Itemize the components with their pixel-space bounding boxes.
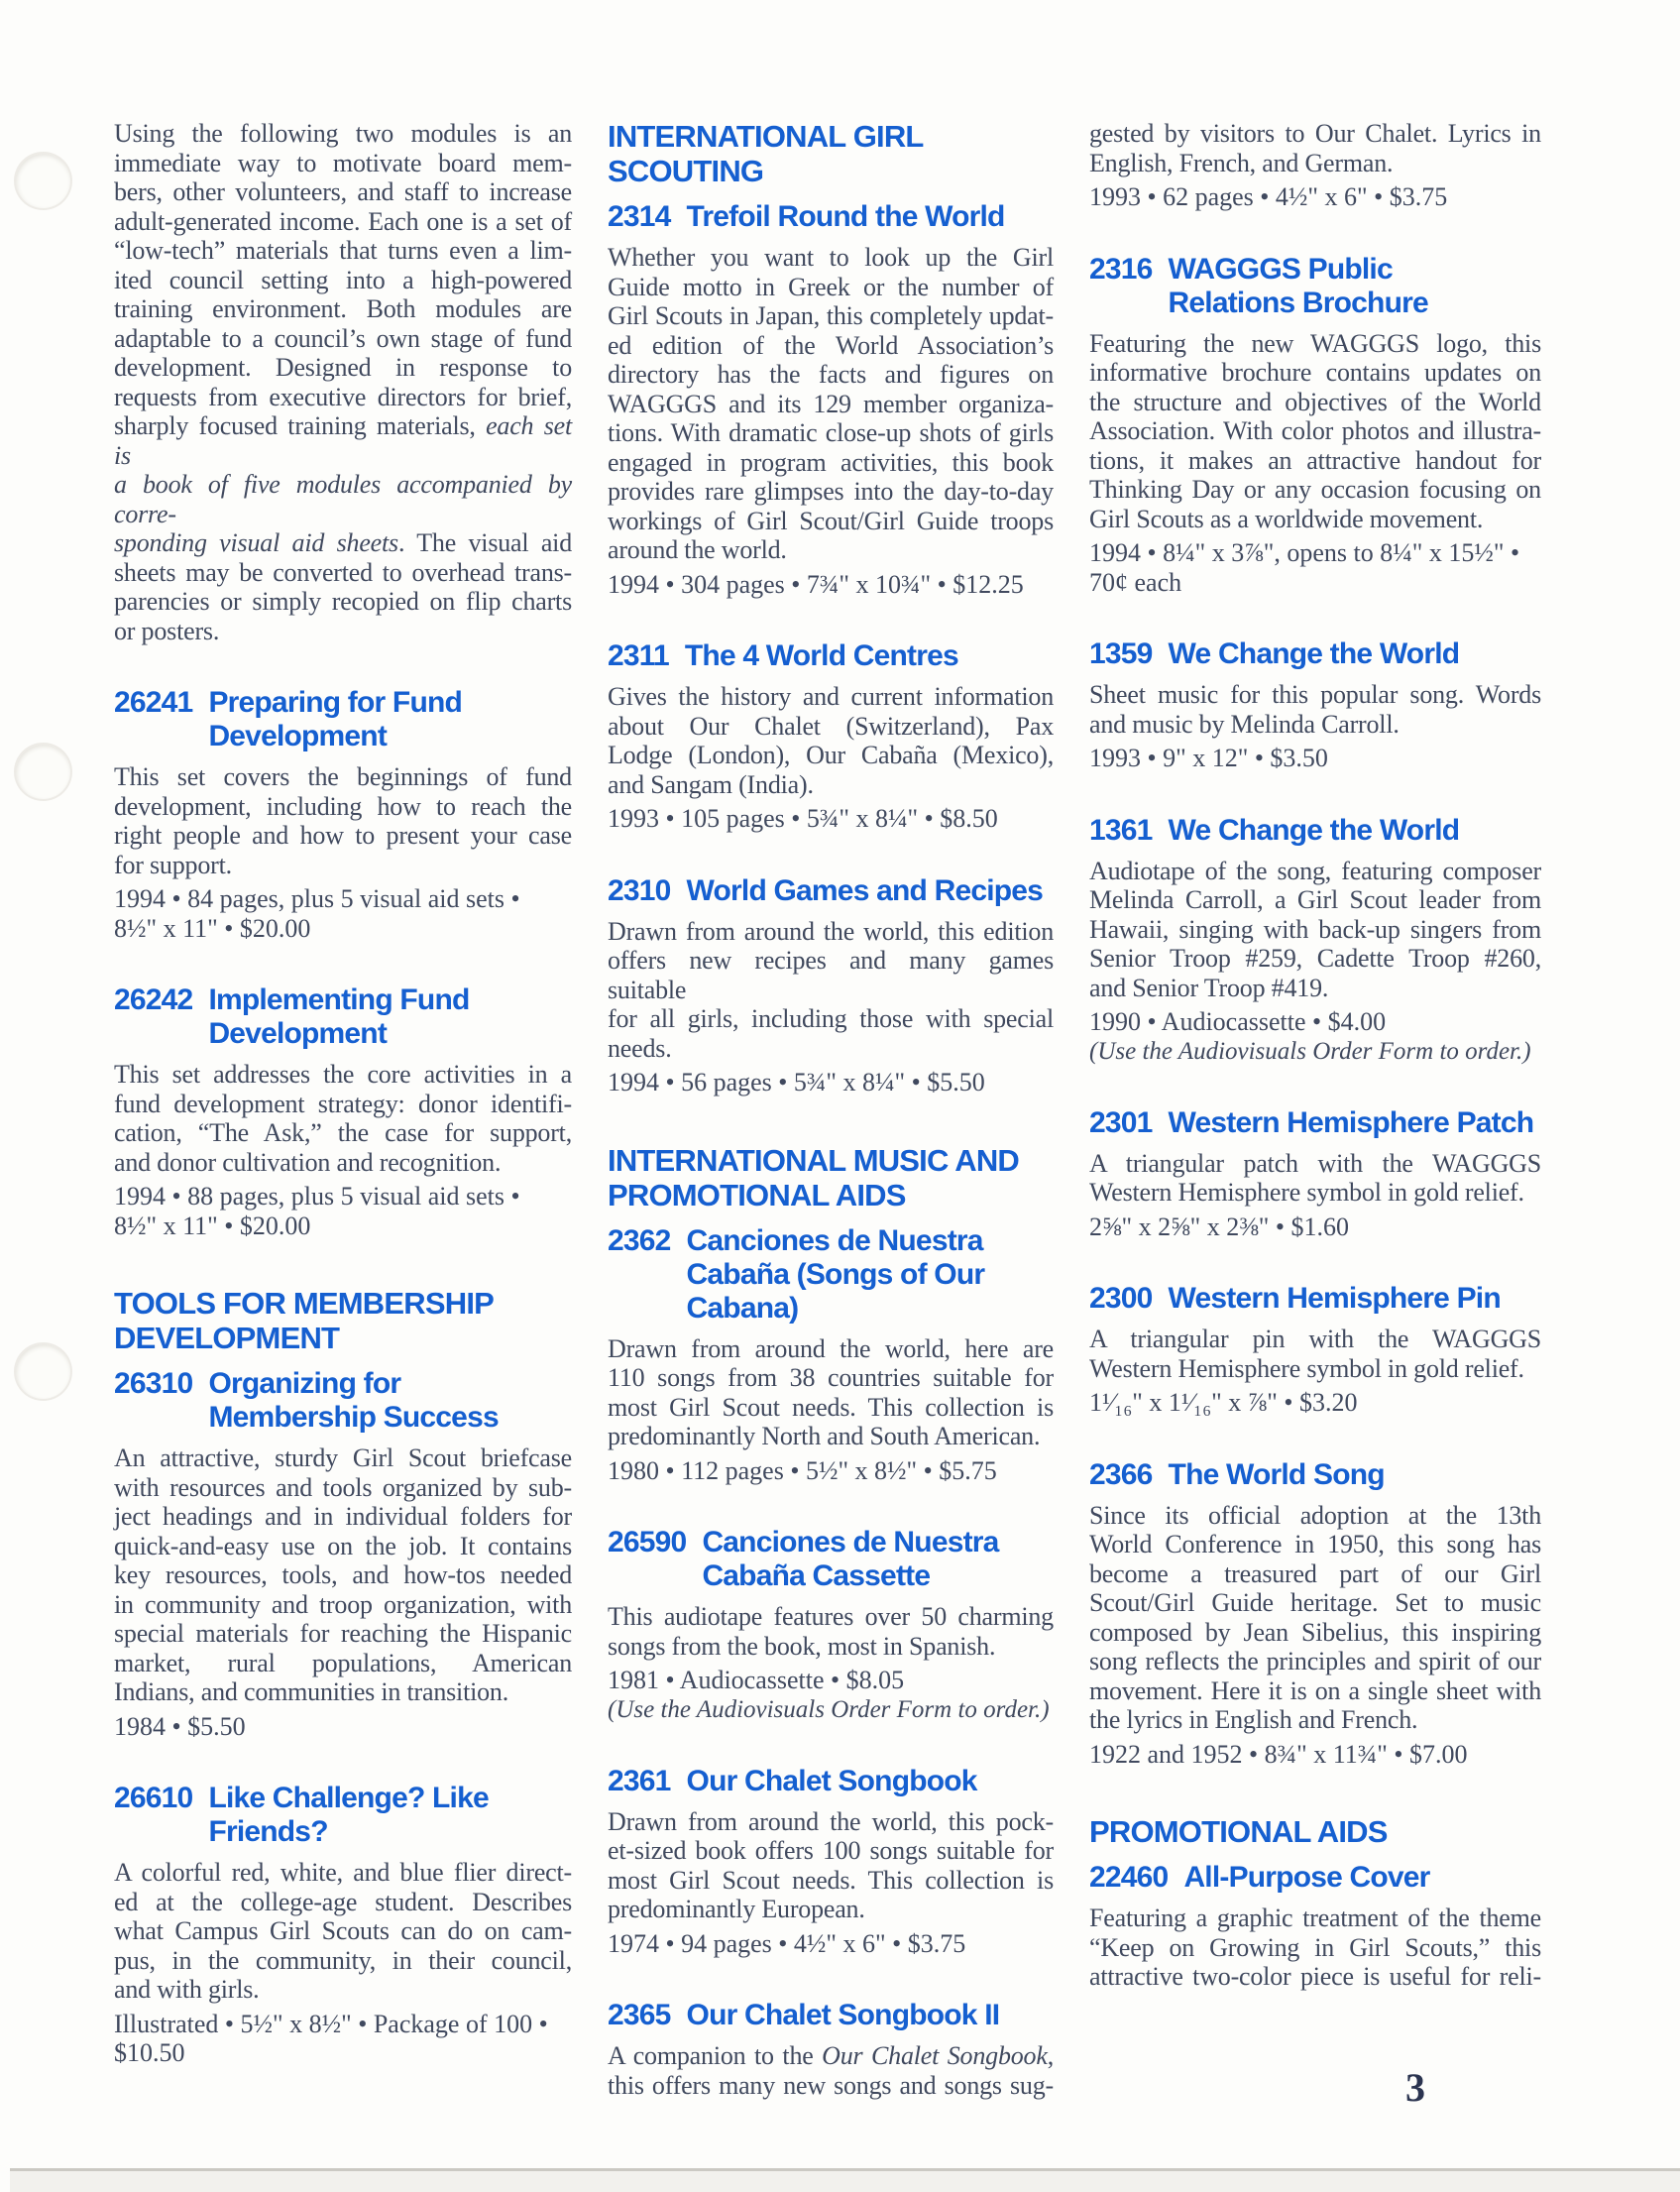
item-title-line: Development xyxy=(208,1017,388,1050)
item-title-line: Preparing for Fund xyxy=(208,686,463,719)
catalog-item-26610 xyxy=(114,1782,572,2068)
text-line: for all girls, including those with special xyxy=(608,1004,1054,1033)
item-title xyxy=(1183,1861,1429,1895)
item-specs xyxy=(608,804,1054,834)
section-heading-line: PROMOTIONAL AIDS xyxy=(1089,1814,1388,1849)
item-heading xyxy=(1089,1861,1541,1895)
text-line: A companion to the Our Chalet Songbook, xyxy=(608,2041,1055,2070)
item-description xyxy=(114,1858,572,2005)
item-code: 2365 xyxy=(608,1999,671,2031)
spec-line: 1974 • 94 pages • 4½" x 6" • $3.75 xyxy=(608,1928,966,1958)
catalog-item-2314 xyxy=(608,200,1054,599)
spec-line: 1994 • 56 pages • 5¾" x 8¼" • $5.50 xyxy=(608,1068,985,1096)
item-title xyxy=(687,200,1005,234)
catalog-item-2365 xyxy=(608,1999,1054,2100)
item-heading xyxy=(608,1526,1054,1593)
item-title-line: Trefoil Round the World xyxy=(686,200,1005,233)
spec-line: 8½" x 11" • $20.00 xyxy=(114,913,311,943)
catalog-item-2311 xyxy=(608,639,1054,834)
item-heading xyxy=(608,1765,1054,1798)
text-line: composed by Jean Sibelius, this inspiring xyxy=(1089,1617,1541,1647)
column-1 xyxy=(114,119,572,2100)
text-line: market, rural populations, American xyxy=(114,1648,572,1677)
item-specs xyxy=(608,1666,1054,1695)
item-heading xyxy=(114,1782,572,1849)
item-title-line: Implementing Fund xyxy=(208,983,470,1016)
item-description xyxy=(608,2041,1054,2100)
text-line: the lyrics in English and French. xyxy=(1089,1705,1418,1734)
text-line: ed at the college-age student. Describes xyxy=(114,1887,572,1916)
item-title-line: We Change the World xyxy=(1168,637,1460,670)
text-line: needs. xyxy=(608,1033,672,1063)
item-code: 2366 xyxy=(1089,1457,1153,1491)
section-heading xyxy=(1089,1814,1541,1849)
item-code: 1361 xyxy=(1089,813,1153,847)
item-heading xyxy=(1089,1282,1541,1316)
item-specs xyxy=(1089,744,1541,773)
text-line: Using the following two modules is an xyxy=(114,119,572,148)
punch-hole xyxy=(16,745,70,799)
punch-hole xyxy=(16,1344,70,1399)
continued-paragraph xyxy=(1089,119,1541,177)
item-specs xyxy=(114,884,572,943)
text-line: parencies or simply recopied on flip charts xyxy=(114,587,572,616)
item-description xyxy=(1089,857,1541,1003)
item-title-line: The World Song xyxy=(1168,1457,1385,1491)
text-line: Drawn from around the world, this pock- xyxy=(608,1806,1054,1836)
text-line: directory has the facts and figures on xyxy=(608,360,1054,389)
item-title xyxy=(1169,637,1460,671)
item-description xyxy=(608,243,1054,565)
item-title xyxy=(687,874,1044,908)
text-line: Audiotape of the song, featuring composer xyxy=(1089,856,1541,885)
item-title-line: All-Purpose Cover xyxy=(1183,1861,1430,1894)
item-specs xyxy=(1089,538,1541,597)
page-edge xyxy=(10,2168,1680,2192)
text-line: development, including how to reach the xyxy=(114,791,572,821)
section-heading xyxy=(608,119,1054,188)
text-line: A colorful red, white, and blue flier direct- xyxy=(114,1858,572,1887)
item-description xyxy=(114,1443,572,1707)
item-title xyxy=(687,1224,985,1326)
text-line: this offers many new songs and songs sug- xyxy=(608,2070,1054,2100)
item-heading xyxy=(114,983,572,1051)
item-code: 2310 xyxy=(608,873,671,907)
text-line: “low-tech” materials that turns even a lim- xyxy=(114,236,572,265)
item-code: 2311 xyxy=(608,639,669,672)
text-line: Sheet music for this popular song. Words xyxy=(1089,680,1541,709)
text-line: with resources and tools organized by sub- xyxy=(114,1472,572,1502)
spec-line: 1994 • 88 pages, plus 5 visual aid sets • xyxy=(114,1182,520,1211)
text-line: ject headings and in individual folders for xyxy=(114,1502,572,1531)
item-heading xyxy=(608,200,1054,234)
catalog-columns xyxy=(114,119,1541,2100)
section-heading-line: TOOLS FOR MEMBERSHIP xyxy=(114,1286,495,1321)
item-title xyxy=(687,1765,977,1798)
spec-line: $10.50 xyxy=(114,2038,185,2067)
text-line: about Our Chalet (Switzerland), Pax xyxy=(608,711,1054,741)
text-line: predominantly North and South American. xyxy=(608,1422,1041,1450)
item-description xyxy=(1089,329,1541,534)
text-line: in community and troop organization, with xyxy=(114,1589,572,1619)
item-title xyxy=(1169,1282,1501,1316)
text-line: most Girl Scout needs. This collection is xyxy=(608,1865,1054,1895)
catalog-item-1361 xyxy=(1089,814,1541,1066)
text-line: tions. With dramatic close-up shots of girls xyxy=(608,418,1054,447)
item-specs xyxy=(1089,182,1541,212)
item-description xyxy=(608,917,1054,1064)
item-heading xyxy=(114,686,572,753)
text-line: Western Hemisphere symbol in gold relief. xyxy=(1089,1178,1524,1207)
item-title-line: Our Chalet Songbook xyxy=(686,1764,977,1797)
text-line: Lodge (London), Our Cabaña (Mexico), xyxy=(608,741,1054,769)
catalog-item-26310 xyxy=(114,1367,572,1741)
section-heading-line: INTERNATIONAL MUSIC AND xyxy=(608,1142,1020,1178)
spec-line: 1994 • 84 pages, plus 5 visual aid sets • xyxy=(114,884,520,913)
item-code: 1359 xyxy=(1089,637,1153,670)
item-title-line: Development xyxy=(208,720,388,752)
text-line: Melinda Carroll, a Girl Scout leader from xyxy=(1089,885,1541,914)
spec-line: Illustrated • 5½" x 8½" • Package of 100 • xyxy=(114,2009,548,2038)
text-line: Drawn from around the world, here are xyxy=(608,1333,1054,1363)
text-line: Guide motto in Greek or the number of xyxy=(608,272,1054,301)
item-title-line: Canciones de Nuestra xyxy=(686,1223,983,1257)
spec-line: 1994 • 304 pages • 7¾" x 10¾" • $12.25 xyxy=(608,569,1024,599)
item-description xyxy=(114,1060,572,1177)
text-line: adaptable to a council’s own stage of fund xyxy=(114,323,572,353)
item-title xyxy=(208,983,469,1051)
text-line: World Conference in 1950, this song has xyxy=(1089,1530,1541,1558)
text-line: sheets may be converted to overhead trans- xyxy=(114,557,572,587)
catalog-item-2316 xyxy=(1089,253,1541,598)
item-code: 26590 xyxy=(608,1526,687,1558)
catalog-item-2300 xyxy=(1089,1282,1541,1418)
item-heading xyxy=(608,874,1054,908)
item-title-line: WAGGGS Public xyxy=(1168,252,1393,286)
catalog-item-26241 xyxy=(114,686,572,943)
text-line: predominantly European. xyxy=(608,1895,865,1923)
text-line: the structure and objectives of the World xyxy=(1089,387,1541,416)
text-line: fund development strategy: donor identifi- xyxy=(114,1089,572,1118)
text-line: Scout/Girl Guide heritage. Set to music xyxy=(1089,1588,1541,1617)
catalog-item-26590 xyxy=(608,1526,1054,1724)
text-line: requests from executive directors for brief, xyxy=(114,382,572,411)
text-line: and Senior Troop #419. xyxy=(1089,973,1329,1002)
text-line: and with girls. xyxy=(114,1975,260,2004)
text-line: Girl Scouts as a worldwide movement. xyxy=(1089,504,1484,533)
item-description xyxy=(1089,1904,1541,1992)
text-line: and music by Melinda Carroll. xyxy=(1089,709,1400,739)
text-line: around the world. xyxy=(608,535,787,564)
section-heading-line: INTERNATIONAL GIRL SCOUTING xyxy=(608,119,923,188)
item-specs xyxy=(608,570,1054,600)
item-heading xyxy=(1089,637,1541,671)
spec-line: 1981 • Audiocassette • $8.05 xyxy=(608,1666,905,1694)
item-title-line: We Change the World xyxy=(1168,813,1460,847)
text-line: Whether you want to look up the Girl xyxy=(608,243,1054,272)
spec-line: 2⅝" x 2⅝" x 2⅜" • $1.60 xyxy=(1089,1211,1349,1241)
item-title xyxy=(685,639,958,673)
spec-line: 1990 • Audiocassette • $4.00 xyxy=(1089,1007,1387,1036)
spec-line: 1922 and 1952 • 8¾" x 11¾" • $7.00 xyxy=(1089,1739,1468,1769)
item-code: 26610 xyxy=(114,1782,193,1814)
text-line: Featuring the new WAGGGS logo, this xyxy=(1089,328,1541,358)
spec-line: 1984 • $5.50 xyxy=(114,1711,246,1741)
text-line: songs from the book, most in Spanish. xyxy=(608,1631,996,1661)
item-title-line: Relations Brochure xyxy=(1168,286,1428,319)
item-title-line: Western Hemisphere Patch xyxy=(1168,1105,1534,1139)
item-heading xyxy=(1089,1106,1541,1140)
item-title-line: Cabaña Cassette xyxy=(702,1559,931,1592)
text-line: 110 songs from 38 countries suitable for xyxy=(608,1363,1054,1392)
item-title-line: Like Challenge? Like xyxy=(208,1782,489,1814)
item-title xyxy=(1169,253,1428,320)
item-title-line: Cabaña (Songs of Our xyxy=(686,1257,985,1291)
text-line: provides rare glimpses into the day-to-day xyxy=(608,477,1054,506)
text-line: sponding visual aid sheets. The visual aid xyxy=(114,528,573,557)
text-line: training environment. Both modules are xyxy=(114,294,572,323)
text-line: become a treasured part of our Girl xyxy=(1089,1558,1541,1588)
item-description xyxy=(608,1807,1054,1924)
text-line: Drawn from around the world, this edition xyxy=(608,916,1054,946)
section-heading-line: DEVELOPMENT xyxy=(114,1321,340,1355)
text-line: adult-generated income. Each one is a set of xyxy=(114,206,572,236)
punch-hole xyxy=(16,154,70,208)
item-code: 2301 xyxy=(1089,1105,1153,1139)
item-code: 2316 xyxy=(1089,252,1153,286)
spec-line: 8½" x 11" • $20.00 xyxy=(114,1211,311,1240)
item-heading xyxy=(608,1999,1054,2032)
text-line: This set covers the beginnings of fund xyxy=(114,762,572,791)
spec-line: 1993 • 62 pages • 4½" x 6" • $3.75 xyxy=(1089,182,1448,211)
item-title xyxy=(1169,1458,1385,1492)
item-heading xyxy=(608,639,1054,673)
catalog-item-2366 xyxy=(1089,1458,1541,1770)
catalog-item-26242 xyxy=(114,983,572,1240)
item-title xyxy=(208,1367,498,1435)
text-line: A triangular patch with the WAGGGS xyxy=(1089,1148,1541,1178)
catalog-item-2310 xyxy=(608,874,1054,1097)
item-description xyxy=(114,762,572,879)
text-line: song reflects the principles and spirit of our xyxy=(1089,1647,1541,1675)
text-line: special materials for reaching the Hispanic xyxy=(114,1619,572,1648)
text-line: ed edition of the World Association’s xyxy=(608,330,1054,360)
text-line: quick-and-easy use on the job. It contains xyxy=(114,1531,572,1560)
text-line: engaged in program activities, this book xyxy=(608,447,1054,477)
section-heading xyxy=(608,1143,1054,1212)
order-note: (Use the Audiovisuals Order Form to order.) xyxy=(1089,1037,1531,1065)
order-note: (Use the Audiovisuals Order Form to order.) xyxy=(608,1695,1050,1723)
item-code: 22460 xyxy=(1089,1861,1169,1894)
text-line: a book of five modules accompanied by corre- xyxy=(114,470,572,528)
text-line: cation, “The Ask,” the case for support, xyxy=(114,1118,572,1147)
spec-line: 70¢ each xyxy=(1089,567,1182,597)
text-line: English, French, and German. xyxy=(1089,148,1394,177)
item-description xyxy=(608,1334,1054,1451)
text-line: Thinking Day or any occasion focusing on xyxy=(1089,475,1541,504)
item-code: 2300 xyxy=(1089,1282,1153,1315)
item-title-line: The 4 World Centres xyxy=(684,639,958,672)
catalog-item-2362 xyxy=(608,1224,1054,1486)
catalog-item-22460 xyxy=(1089,1861,1541,1992)
text-line: right people and how to present your case xyxy=(114,821,572,850)
page-number: 3 xyxy=(1405,2065,1425,2110)
item-specs xyxy=(608,1929,1054,1959)
item-description xyxy=(1089,680,1541,739)
text-line: or posters. xyxy=(114,616,220,645)
item-title xyxy=(687,1999,1000,2032)
item-specs xyxy=(608,1068,1054,1097)
text-line: attractive two-color piece is useful for reli- xyxy=(1089,1962,1541,1991)
text-line: Indians, and communities in transition. xyxy=(114,1677,509,1706)
text-line: development. Designed in response to xyxy=(114,353,572,382)
text-line: key resources, tools, and how-tos needed xyxy=(114,1560,572,1589)
item-heading xyxy=(1089,814,1541,848)
item-description xyxy=(608,1602,1054,1661)
section-heading-line: PROMOTIONAL AIDS xyxy=(608,1177,906,1212)
item-title xyxy=(208,1782,488,1849)
item-specs xyxy=(1089,1007,1541,1037)
text-line: gested by visitors to Our Chalet. Lyrics in xyxy=(1089,119,1541,148)
spec-line: 1980 • 112 pages • 5½" x 8½" • $5.75 xyxy=(608,1455,997,1485)
text-line: sharply focused training materials, each set is xyxy=(114,411,572,470)
spec-line: 1993 • 105 pages • 5¾" x 8¼" • $8.50 xyxy=(608,804,998,833)
column-2 xyxy=(608,119,1054,2100)
item-code: 2314 xyxy=(608,200,671,233)
catalog-item-2301 xyxy=(1089,1106,1541,1242)
item-description xyxy=(1089,1149,1541,1208)
text-line: Association. With color photos and illustra- xyxy=(1089,416,1541,445)
item-heading xyxy=(1089,1458,1541,1492)
text-line: informative brochure contains updates on xyxy=(1089,358,1541,387)
text-line: Since its official adoption at the 13th xyxy=(1089,1500,1541,1530)
text-line: WAGGGS and its 129 member organiza- xyxy=(608,389,1054,418)
section-heading xyxy=(114,1286,572,1355)
item-heading xyxy=(1089,253,1541,320)
text-line: An attractive, sturdy Girl Scout briefcase xyxy=(114,1443,572,1472)
text-line: Girl Scouts in Japan, this completely updat- xyxy=(608,301,1054,330)
catalog-item-1359 xyxy=(1089,637,1541,773)
item-title-line: Cabana) xyxy=(686,1291,799,1325)
item-specs xyxy=(1089,1212,1541,1242)
item-title xyxy=(1169,814,1460,848)
text-line: This audiotape features over 50 charming xyxy=(608,1602,1054,1631)
text-line: Western Hemisphere symbol in gold relief. xyxy=(1089,1353,1524,1383)
text-line: pus, in the community, in their council, xyxy=(114,1945,572,1975)
item-specs xyxy=(114,2010,572,2068)
item-specs xyxy=(1089,1388,1541,1418)
text-line: most Girl Scout needs. This collection is xyxy=(608,1392,1054,1422)
spec-line: 1994 • 8¼" x 3⅞", opens to 8¼" x 15½" • xyxy=(1089,538,1520,567)
text-line: tions, it makes an attractive handout for xyxy=(1089,445,1541,475)
item-title xyxy=(1169,1106,1534,1140)
text-line: what Campus Girl Scouts can do on cam- xyxy=(114,1916,572,1945)
item-code: 2361 xyxy=(608,1764,671,1797)
text-line: Senior Troop #259, Cadette Troop #260, xyxy=(1089,944,1541,973)
text-line: Gives the history and current information xyxy=(608,682,1054,711)
spec-line: 1993 • 9" x 12" • $3.50 xyxy=(1089,744,1328,772)
item-code: 26241 xyxy=(114,686,193,719)
text-line: and Sangam (India). xyxy=(608,769,814,799)
item-description xyxy=(1089,1325,1541,1383)
item-specs xyxy=(608,1456,1054,1486)
item-code: 26310 xyxy=(114,1367,193,1400)
item-specs xyxy=(114,1182,572,1240)
item-title xyxy=(702,1526,998,1593)
item-description xyxy=(1089,1501,1541,1735)
item-title-line: Organizing for xyxy=(208,1367,401,1400)
text-line: ited council setting into a high-powered xyxy=(114,265,572,294)
item-specs xyxy=(1089,1740,1541,1770)
text-line: movement. Here it is on a single sheet with xyxy=(1089,1675,1541,1705)
text-line: This set addresses the core activities in a xyxy=(114,1060,572,1089)
item-title-line: World Games and Recipes xyxy=(686,873,1044,907)
catalog-item-2361 xyxy=(608,1765,1054,1959)
item-heading xyxy=(608,1224,1054,1326)
item-code: 2362 xyxy=(608,1223,671,1257)
text-line: offers new recipes and many games suitable xyxy=(608,946,1054,1004)
column-3 xyxy=(1089,119,1541,2100)
text-line: for support. xyxy=(114,850,232,879)
text-line: A triangular pin with the WAGGGS xyxy=(1089,1325,1541,1353)
text-line: immediate way to motivate board mem- xyxy=(114,148,572,177)
item-specs xyxy=(114,1712,572,1742)
intro-paragraph xyxy=(114,119,572,645)
text-line: workings of Girl Scout/Girl Guide troops xyxy=(608,506,1054,535)
item-title xyxy=(208,686,462,753)
item-title-line: Friends? xyxy=(208,1815,328,1848)
item-description xyxy=(608,682,1054,799)
spec-line: 1¹⁄₁₆" x 1¹⁄₁₆" x ⅞" • $3.20 xyxy=(1089,1388,1358,1417)
item-code: 26242 xyxy=(114,983,193,1016)
text-line: bers, other volunteers, and staff to increase xyxy=(114,177,572,206)
text-line: Featuring a graphic treatment of the theme xyxy=(1089,1904,1541,1932)
text-line: “Keep on Growing in Girl Scouts,” this xyxy=(1089,1932,1541,1962)
item-heading xyxy=(114,1367,572,1435)
item-title-line: Membership Success xyxy=(208,1401,499,1434)
text-line: et-sized book offers 100 songs suitable for xyxy=(608,1836,1054,1865)
text-line: and donor cultivation and recognition. xyxy=(114,1147,502,1177)
item-title-line: Our Chalet Songbook II xyxy=(686,1999,1000,2031)
item-title-line: Canciones de Nuestra xyxy=(702,1526,999,1558)
text-line: Hawaii, singing with back-up singers from xyxy=(1089,914,1541,944)
item-title-line: Western Hemisphere Pin xyxy=(1168,1282,1501,1315)
